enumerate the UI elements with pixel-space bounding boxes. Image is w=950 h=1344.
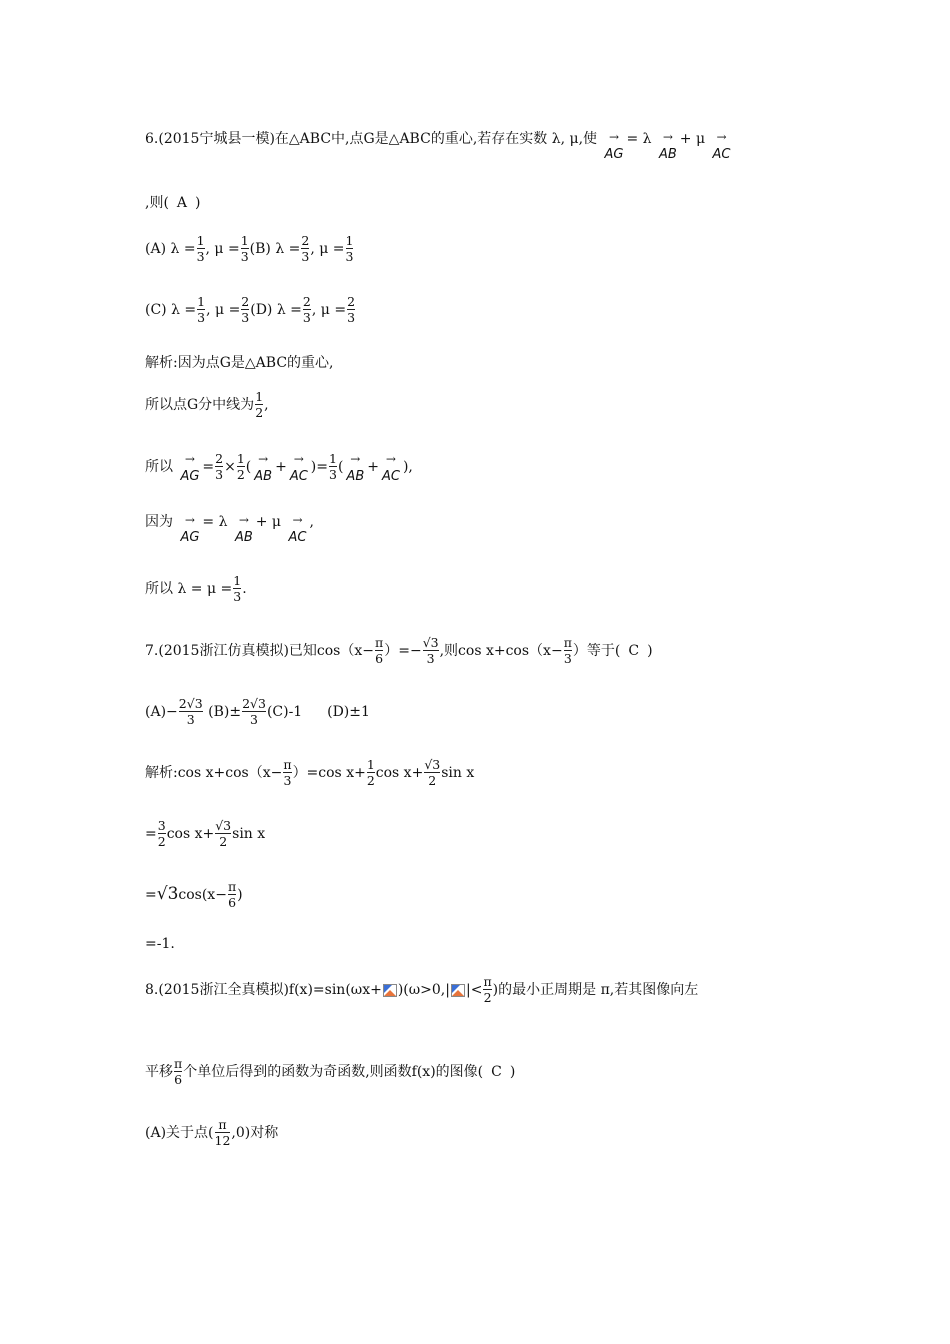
q7-stem-line: 7.(2015浙江仿真模拟)已知cos（x− $\frac{\pi}{6}$ ）=− $\frac{√3}{3}$ ,则cos x+cos（x− $\frac{\pi}{3}$ ）等于( C ) [145,635,653,666]
q6-stem: 6.(2015宁城县一模)在△ABC中,点G是△ABC的重心,若存在实数 λ, μ,使 [145,131,598,147]
q8-answer: C [491,1064,502,1080]
q6-answer: A [176,195,188,211]
q7-answer: C [628,643,640,659]
q8-line-2: 平移 $\frac{\pi}{6}$ 个单位后得到的函数为奇函数,则函数f(x)的图像( C ) [145,1056,516,1087]
q6-options-ab: (A) λ = $\frac{1}{3}$ , μ = $\frac{1}{3}$ (B) λ = $\frac{2}{3}$ , μ = $\frac{1}{3}$ [145,233,354,264]
q8-stem-line: 8.(2015浙江全真模拟)f(x)=sin(ωx+ )(ω>0,| |< $\frac{\pi}{2}$ )的最小正周期是 π,若其图像向左 [145,974,699,1005]
q7-options: (A)− $\frac{2√3}{3}$ (B)± $\frac{2√3}{3}$ (C)-1 (D)±1 [145,696,370,727]
q6-solution-3: 所以 → AG = $\frac{2}{3}$ × $\frac{1}{2}$ ( → AB + → AC )= $\frac{1}{3}$ ( → AB + → AC ), [145,451,413,484]
vector-ab: → AB [658,130,677,162]
vector-ag: → AG [604,130,624,162]
q7-solution-2: = $\frac{3}{2}$ cos x+ $\frac{√3}{2}$ sin x [145,818,266,849]
q7-solution-1: 解析:cos x+cos（x− $\frac{\pi}{3}$ ）=cos x+ $\frac{1}{2}$ cos x+ $\frac{√3}{2}$ sin x [145,757,475,788]
q6-solution-5: 所以 λ = μ = $\frac{1}{3}$ . [145,573,247,604]
q7-solution-3: =√3cos(x− $\frac{\pi}{6}$ ) [145,879,243,910]
q8-option-a: (A)关于点( $\frac{\pi}{12}$ ,0)对称 [145,1117,279,1148]
vector-ac: → AC [712,130,731,162]
q7-solution-4: =-1. [145,936,175,952]
q6-options-cd: (C) λ = $\frac{1}{3}$ , μ = $\frac{2}{3}$ (D) λ = $\frac{2}{3}$ , μ = $\frac{2}{3}$ [145,294,356,325]
q6-solution-4: 因为 → AG = λ → AB + μ → AC , [145,513,314,545]
q6-solution-1: 解析:因为点G是△ABC的重心, [145,355,334,371]
q6-stem-line: 6.(2015宁城县一模)在△ABC中,点G是△ABC的重心,若存在实数 λ, μ,使 → AG = λ → AB + μ → AC [145,130,731,162]
broken-image-icon [451,984,465,997]
q6-solution-2: 所以点G分中线为 $\frac{1}{2}$ , [145,389,269,420]
q6-answer-line: ,则( A ) [145,195,201,211]
broken-image-icon [383,984,397,997]
